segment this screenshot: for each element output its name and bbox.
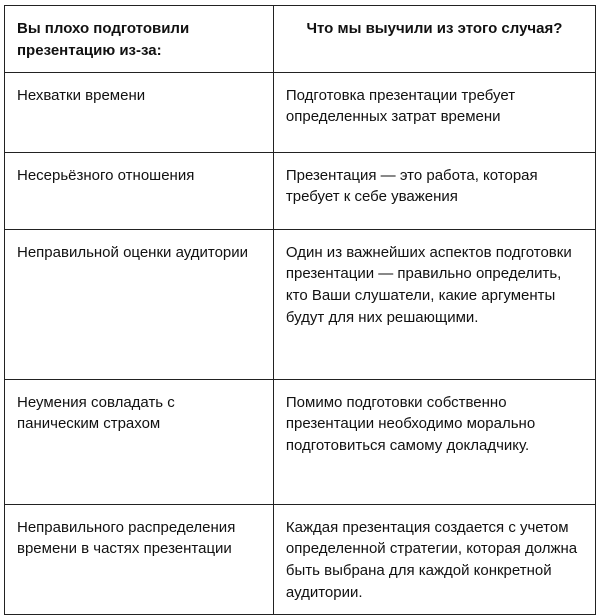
lesson-cell: Помимо подготовки собственно презентации необходимо морально подготовиться самому докладчику.: [273, 379, 595, 504]
table-row: [5, 379, 596, 504]
table-row: [5, 152, 596, 229]
table-header-row: [5, 6, 596, 73]
table-row: [5, 229, 596, 379]
table-row: [5, 504, 596, 614]
cause-cell: Неправильного распределения времени в частях презентации: [5, 504, 274, 614]
cause-cell: Неумения совладать с паническим страхом: [5, 379, 274, 504]
header-cell-lesson: Что мы выучили из этого случая?: [273, 6, 595, 73]
lesson-cell: Каждая презентация создается с учетом определенной стратегии, которая должна быть выбрана для каждой конкретной аудитории.: [273, 504, 595, 614]
lesson-cell: Презентация — это работа, которая требует к себе уважения: [273, 152, 595, 229]
presentation-lessons-table: [4, 5, 596, 615]
cause-cell: Несерьёзного отношения: [5, 152, 274, 229]
lesson-cell: Подготовка презентации требует определенных затрат времени: [273, 72, 595, 152]
cause-cell: Нехватки времени: [5, 72, 274, 152]
lesson-cell: Один из важнейших аспектов подготовки презентации — правильно определить, кто Ваши слушатели, какие аргументы будут для них решающими.: [273, 229, 595, 379]
header-cell-cause: Вы плохо подготовили презентацию из-за:: [5, 6, 274, 73]
cause-cell: Неправильной оценки аудитории: [5, 229, 274, 379]
table-row: [5, 72, 596, 152]
